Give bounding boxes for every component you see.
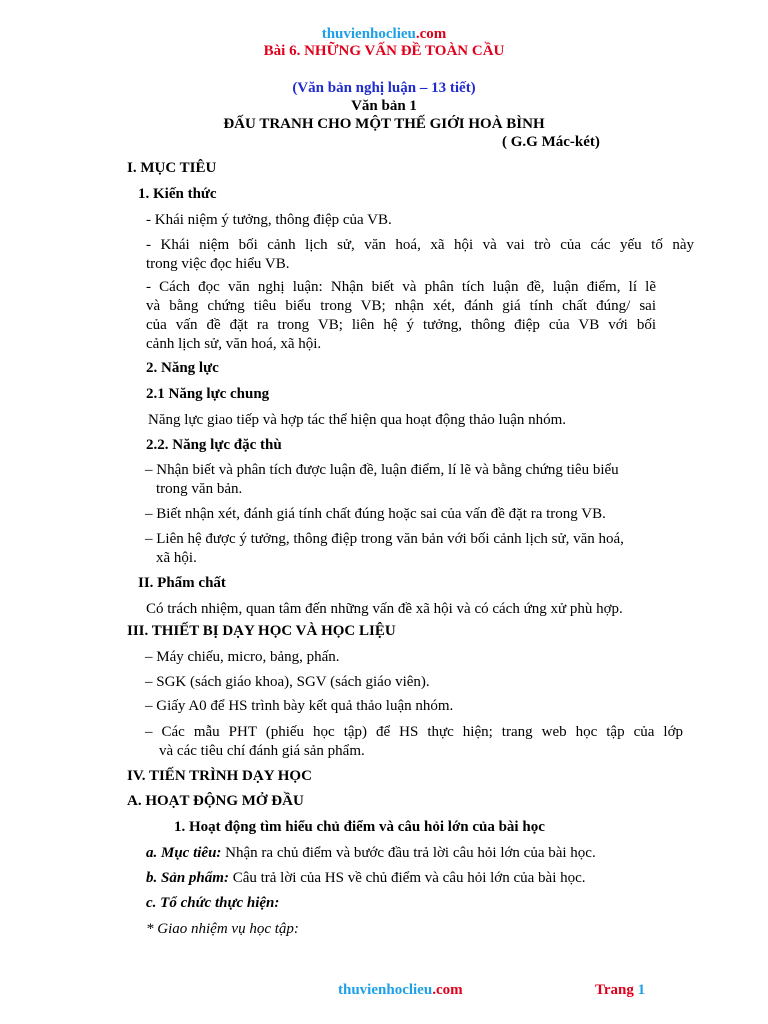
- knowledge-item: và bằng chứng tiêu biểu trong VB; nhận xét, đánh giá tính chất đúng/ sai: [146, 298, 656, 314]
- ability-heading: 2. Năng lực: [146, 360, 219, 376]
- part-a-heading: A. HOẠT ĐỘNG MỞ ĐẦU: [127, 793, 304, 809]
- knowledge-item: - Khái niệm bối cảnh lịch sử, văn hoá, xã hội và vai trò của các yếu tố này: [146, 237, 694, 253]
- equipment-item: và các tiêu chí đánh giá sản phẩm.: [159, 743, 365, 759]
- task-label: * Giao nhiệm vụ học tập:: [146, 921, 299, 937]
- specific-ability-item: xã hội.: [156, 550, 197, 566]
- general-ability-heading: 2.1 Năng lực chung: [146, 386, 270, 402]
- page-number: 1: [637, 982, 646, 998]
- goal-label: a. Mục tiêu:: [146, 845, 222, 861]
- page-indicator: [595, 981, 645, 1000]
- equipment-item: – SGK (sách giáo khoa), SGV (sách giáo viên).: [145, 674, 430, 690]
- footer-site-tld: .com: [432, 982, 463, 998]
- product-line: [146, 869, 586, 888]
- organization-label: c. Tổ chức thực hiện:: [146, 895, 280, 911]
- goal-line: [146, 844, 596, 863]
- lesson-title: Bài 6. NHỮNG VẤN ĐỀ TOÀN CẦU: [263, 43, 505, 59]
- activity-1-heading: 1. Hoạt động tìm hiểu chủ điểm và câu hỏi lớn của bài học: [174, 819, 545, 835]
- lesson-subtitle: (Văn bản nghị luận – 13 tiết): [292, 80, 476, 96]
- specific-ability-item: – Nhận biết và phân tích được luận đề, luận điểm, lí lẽ và bằng chứng tiêu biểu: [145, 462, 619, 478]
- knowledge-item: cảnh lịch sử, văn hoá, xã hội.: [146, 336, 322, 352]
- knowledge-item: - Cách đọc văn nghị luận: Nhận biết và phân tích luận đề, luận điểm, lí lẽ: [146, 279, 656, 295]
- equipment-item: – Máy chiếu, micro, bảng, phấn.: [145, 649, 340, 665]
- specific-ability-heading: 2.2. Năng lực đặc thù: [146, 437, 282, 453]
- product-text: Câu trả lời của HS về chủ điểm và câu hỏi lớn của bài học.: [228, 870, 586, 886]
- knowledge-item: trong việc đọc hiểu VB.: [146, 256, 290, 272]
- footer-site[interactable]: [338, 981, 463, 1000]
- text-label: Văn bản 1: [351, 98, 417, 114]
- specific-ability-item: – Biết nhận xét, đánh giá tính chất đúng hoặc sai của vấn đề đặt ra trong VB.: [145, 506, 606, 522]
- section-4-heading: IV. TIẾN TRÌNH DẠY HỌC: [127, 768, 312, 784]
- knowledge-item: - Khái niệm ý tưởng, thông điệp của VB.: [146, 212, 392, 228]
- knowledge-heading: 1. Kiến thức: [138, 186, 217, 202]
- general-ability-text: Năng lực giao tiếp và hợp tác thể hiện qua hoạt động thảo luận nhóm.: [148, 412, 567, 428]
- quality-heading: II. Phẩm chất: [138, 575, 226, 591]
- specific-ability-item: – Liên hệ được ý tưởng, thông điệp trong văn bản với bối cảnh lịch sử, văn hoá,: [145, 531, 624, 547]
- product-label: b. Sản phẩm:: [146, 870, 229, 886]
- header-site-name: thuvienhoclieu: [321, 26, 416, 42]
- section-3-heading: III. THIẾT BỊ DẠY HỌC VÀ HỌC LIỆU: [127, 623, 396, 639]
- section-1-heading: I. MỤC TIÊU: [127, 160, 217, 176]
- knowledge-item: của vấn đề đặt ra trong VB; liên hệ ý tưởng, thông điệp của VB với bối: [146, 317, 656, 333]
- text-title: ĐẤU TRANH CHO MỘT THẾ GIỚI HOÀ BÌNH: [223, 116, 545, 132]
- header-site-tld: .com: [415, 26, 447, 42]
- footer-site-name: thuvienhoclieu: [338, 982, 433, 998]
- quality-text: Có trách nhiệm, quan tâm đến những vấn đề xã hội và có cách ứng xử phù hợp.: [146, 601, 623, 617]
- equipment-item: – Giấy A0 để HS trình bày kết quả thảo luận nhóm.: [145, 698, 454, 714]
- author: ( G.G Mác-két): [502, 134, 600, 150]
- page-label: Trang: [595, 982, 634, 998]
- specific-ability-item: trong văn bản.: [156, 481, 243, 497]
- goal-text: Nhận ra chủ điểm và bước đầu trả lời câu hỏi lớn của bài học.: [221, 845, 596, 861]
- equipment-item: – Các mẫu PHT (phiếu học tập) để HS thực hiện; trang web học tập của lớp: [145, 724, 683, 740]
